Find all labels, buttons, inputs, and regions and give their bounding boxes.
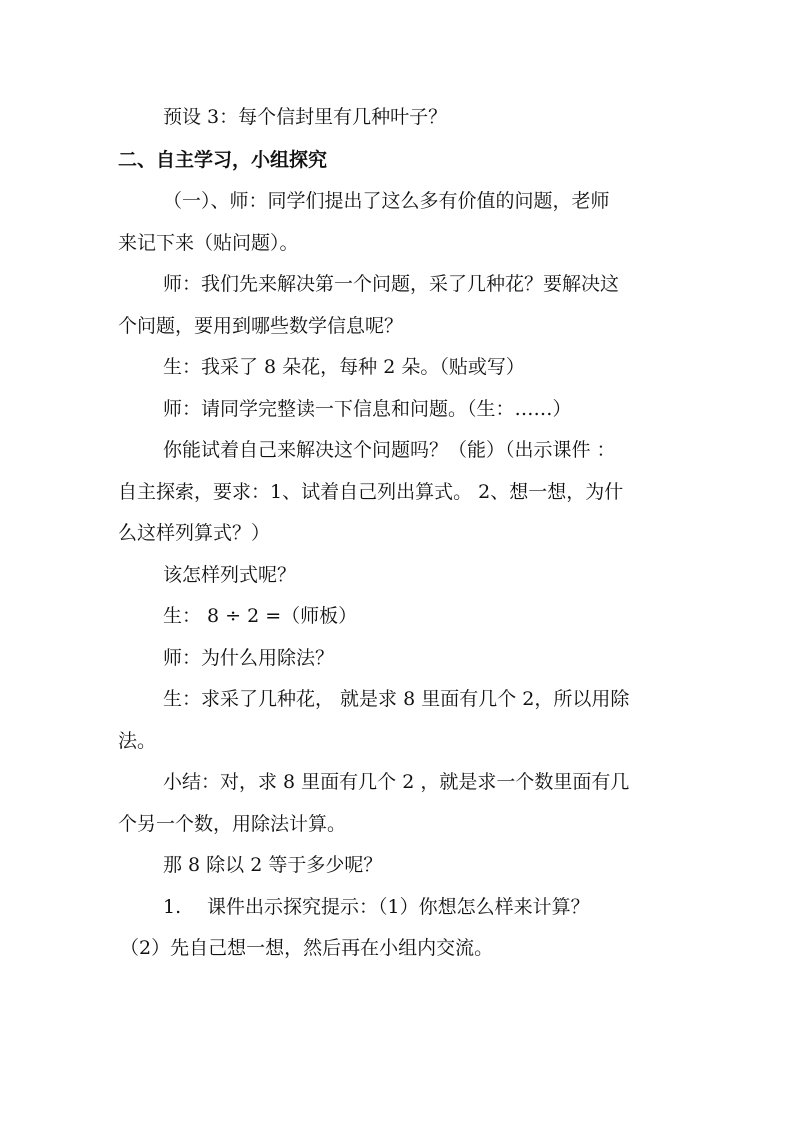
formula-question-line: 该怎样列式呢？ xyxy=(163,564,297,586)
summary-line-b: 个另一个数，用除法计算。 xyxy=(118,813,347,835)
preset-3-line: 预设 3：每个信封里有几种叶子？ xyxy=(163,106,448,128)
section-heading: 二、自主学习，小组探究 xyxy=(118,149,328,171)
student-formula-line: 生： 8 ÷ 2 =（师板） xyxy=(163,605,358,627)
summary-line-a: 小结：对，求 8 里面有几个 2 ，就是求一个数里面有几 xyxy=(163,771,630,793)
question-line-b: 自主探索，要求：1、试着自己列出算式。 2、想一想，为什 xyxy=(118,481,624,503)
student-answer-line-b: 法。 xyxy=(118,730,157,752)
student-line-1: 生：我采了 8 朵花，每种 2 朵。（贴或写） xyxy=(163,356,525,378)
teacher-line-1b: 来记下来（贴问题）。 xyxy=(118,232,299,254)
list-item-number: 1. xyxy=(163,896,182,918)
list-item-text-a: 课件出示探究提示：（1）你想怎么样来计算？ xyxy=(207,896,590,918)
teacher-line-2b: 个问题，要用到哪些数学信息呢？ xyxy=(118,315,404,337)
teacher-line-2a: 师：我们先来解决第一个问题，采了几种花？要解决这 xyxy=(163,273,620,295)
list-item-text-b: （2）先自己想一想，然后再在小组内交流。 xyxy=(120,937,494,959)
teacher-why-line: 师：为什么用除法？ xyxy=(163,647,335,669)
question-line-c: 么这样列算式？） xyxy=(118,522,271,544)
teacher-line-1a: （一）、师：同学们提出了这么多有价值的问题，老师 xyxy=(163,190,610,212)
student-answer-line-a: 生：求采了几种花， 就是求 8 里面有几个 2，所以用除 xyxy=(163,688,630,710)
division-question-line: 那 8 除以 2 等于多少呢？ xyxy=(163,854,383,876)
question-line-a: 你能试着自己来解决这个问题吗？（能）（出示课件 ： xyxy=(163,439,616,461)
teacher-line-3: 师：请同学完整读一下信息和问题。（生：……） xyxy=(163,398,572,420)
